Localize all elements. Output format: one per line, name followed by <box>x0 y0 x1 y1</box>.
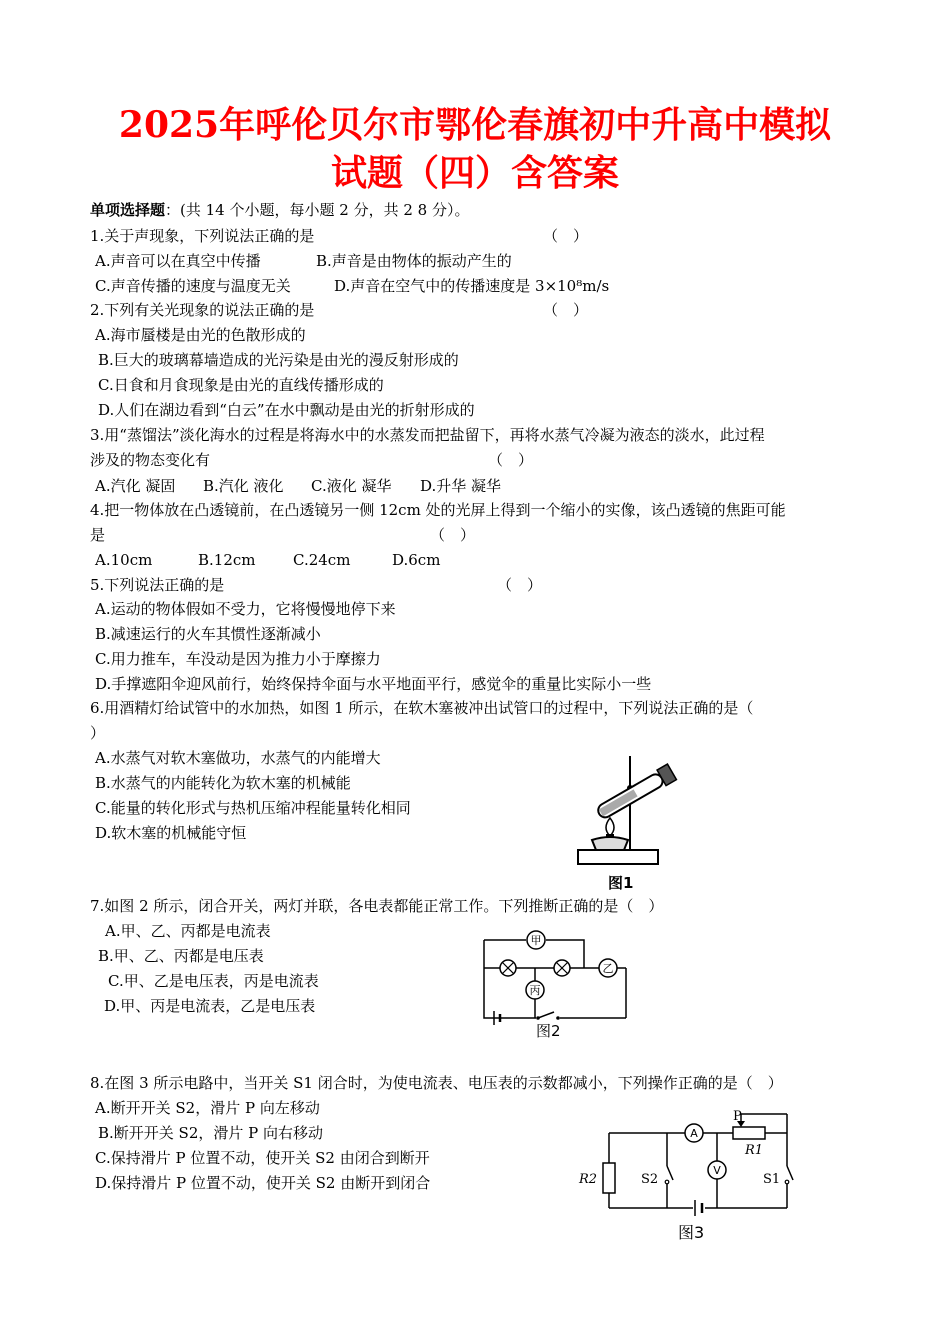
question-6-option-a: A.水蒸气对软木塞做功，水蒸气的内能增大 <box>95 749 381 767</box>
question-2-stem: 2.下列有关光现象的说法正确的是 <box>90 301 315 319</box>
question-7-option-a: A.甲、乙、丙都是电流表 <box>105 922 271 940</box>
page-title-line-1: 2025年呼伦贝尔市鄂伦春旗初中升高中模拟 <box>118 104 832 146</box>
question-1-option-a: A.声音可以在真空中传播 <box>95 252 261 270</box>
question-7-stem: 7.如图 2 所示，闭合开关，两灯并联，各电表都能正常工作。下列推断正确的是（ ） <box>90 897 664 915</box>
test-tube <box>595 764 677 822</box>
ammeter-label: A <box>690 1127 698 1140</box>
slider-p-label: P <box>733 1109 742 1124</box>
question-3-stem-line-1: 3.用“蒸馏法”淡化海水的过程是将海水中的水蒸发而把盐留下，再将水蒸气冷凝为液态的淡水，此过程 <box>90 426 765 444</box>
battery-icon <box>695 1200 702 1216</box>
question-8-stem: 8.在图 3 所示电路中，当开关 S1 闭合时，为使电流表、电压表的示数都减小，下列操作正确的是（ ） <box>90 1074 783 1092</box>
question-5-option-c: C.用力推车，车没动是因为推力小于摩擦力 <box>95 650 381 668</box>
question-2-option-d: D.人们在湖边看到“白云”在水中飘动是由光的折射形成的 <box>98 401 475 419</box>
figure-3 <box>575 1108 800 1248</box>
resistor-r2-label: R2 <box>579 1172 598 1187</box>
question-8-option-b: B.断开开关 S2，滑片 P 向右移动 <box>98 1124 324 1142</box>
page-title-line-2: 试题（四）含答案 <box>330 152 619 194</box>
question-8-option-d: D.保持滑片 P 位置不动，使开关 S2 由断开到闭合 <box>95 1174 431 1192</box>
question-4-stem-line-1: 4.把一物体放在凸透镜前，在凸透镜另一侧 12cm 处的光屏上得到一个缩小的实像，该凸透镜的焦距可能 <box>90 501 786 519</box>
meter-yi-label: 乙 <box>602 962 614 975</box>
switch-s2-label: S2 <box>641 1172 659 1187</box>
figure-2 <box>476 930 636 1045</box>
question-1-option-b: B.声音是由物体的振动产生的 <box>316 252 512 270</box>
question-2-option-a: A.海市蜃楼是由光的色散形成的 <box>95 326 306 344</box>
question-4-option-b: B.12cm <box>198 551 256 569</box>
meter-bing-label: 丙 <box>529 984 541 997</box>
question-3-stem-line-2: 涉及的物态变化有 <box>90 451 211 469</box>
question-5-option-b: B.减速运行的火车其惯性逐渐减小 <box>95 625 321 643</box>
question-6-option-c: C.能量的转化形式与热机压缩冲程能量转化相同 <box>95 799 411 817</box>
resistor-r2-icon <box>603 1163 615 1193</box>
question-3-option-c: C.液化 凝华 <box>311 477 392 495</box>
figure-2-caption: 图2 <box>536 1022 561 1040</box>
lamp-1-icon <box>500 960 516 976</box>
switch-s2-icon <box>665 1166 673 1184</box>
rheostat-r1-label: R1 <box>745 1143 764 1158</box>
question-5-option-d: D.手撑遮阳伞迎风前行，始终保持伞面与水平地面平行，感觉伞的重量比实际小一些 <box>95 675 652 693</box>
section-heading: 单项选择题 <box>90 201 166 219</box>
figure-1-caption: 图1 <box>608 874 634 892</box>
question-6-stem-line-1: 6.用酒精灯给试管中的水加热，如图 1 所示，在软木塞被冲出试管口的过程中，下列说法正确的是（ <box>90 699 754 717</box>
section-note: ：(共 14 个小题，每小题 2 分，共 2 8 分）。 <box>165 201 470 219</box>
meter-jia-label: 甲 <box>530 934 542 947</box>
question-3-option-b: B.汽化 液化 <box>203 477 284 495</box>
switch-icon <box>536 1012 560 1020</box>
question-3-option-a: A.汽化 凝固 <box>95 477 176 495</box>
question-5-stem: 5.下列说法正确的是 <box>90 576 225 594</box>
question-6-option-d: D.软木塞的机械能守恒 <box>95 824 247 842</box>
question-6-option-b: B.水蒸气的内能转化为软木塞的机械能 <box>95 774 351 792</box>
alcohol-lamp <box>592 837 628 850</box>
stand-base <box>578 850 658 864</box>
question-4-stem-line-2: 是 <box>90 526 106 544</box>
question-7-option-d: D.甲、丙是电流表，乙是电压表 <box>104 997 316 1015</box>
question-6-stem-line-2: ） <box>90 724 106 742</box>
question-5-paren: （ ） <box>497 576 543 594</box>
question-8-option-a: A.断开开关 S2，滑片 P 向左移动 <box>95 1099 320 1117</box>
question-1-option-c: C.声音传播的速度与温度无关 <box>95 277 291 295</box>
voltmeter-label: V <box>713 1164 721 1177</box>
flame <box>606 818 614 836</box>
question-1-option-d: D.声音在空气中的传播速度是 3×10⁸m/s <box>334 277 610 295</box>
question-4-paren: （ ） <box>430 526 476 544</box>
figure-3-caption: 图3 <box>678 1223 705 1242</box>
question-4-option-a: A.10cm <box>95 551 153 569</box>
switch-s1-label: S1 <box>763 1172 781 1187</box>
question-8-option-c: C.保持滑片 P 位置不动，使开关 S2 由闭合到断开 <box>95 1149 430 1167</box>
rheostat-r1-icon <box>733 1127 765 1139</box>
lamp-2-icon <box>554 960 570 976</box>
question-7-option-b: B.甲、乙、丙都是电压表 <box>98 947 264 965</box>
question-7-option-c: C.甲、乙是电压表，丙是电流表 <box>108 972 319 990</box>
question-2-option-c: C.日食和月食现象是由光的直线传播形成的 <box>98 376 384 394</box>
question-1-stem: 1.关于声现象，下列说法正确的是 <box>90 227 315 245</box>
question-4-option-c: C.24cm <box>293 551 351 569</box>
switch-s1-icon <box>785 1166 793 1184</box>
section-header <box>90 200 469 220</box>
question-1-paren: （ ） <box>543 227 589 245</box>
question-4-option-d: D.6cm <box>392 551 441 569</box>
question-3-option-d: D.升华 凝华 <box>420 477 502 495</box>
question-5-option-a: A.运动的物体假如不受力，它将慢慢地停下来 <box>95 600 396 618</box>
question-2-paren: （ ） <box>543 301 589 319</box>
figure-1 <box>572 748 672 898</box>
question-2-option-b: B.巨大的玻璃幕墙造成的光污染是由光的漫反射形成的 <box>98 351 459 369</box>
question-3-paren: （ ） <box>488 451 534 469</box>
